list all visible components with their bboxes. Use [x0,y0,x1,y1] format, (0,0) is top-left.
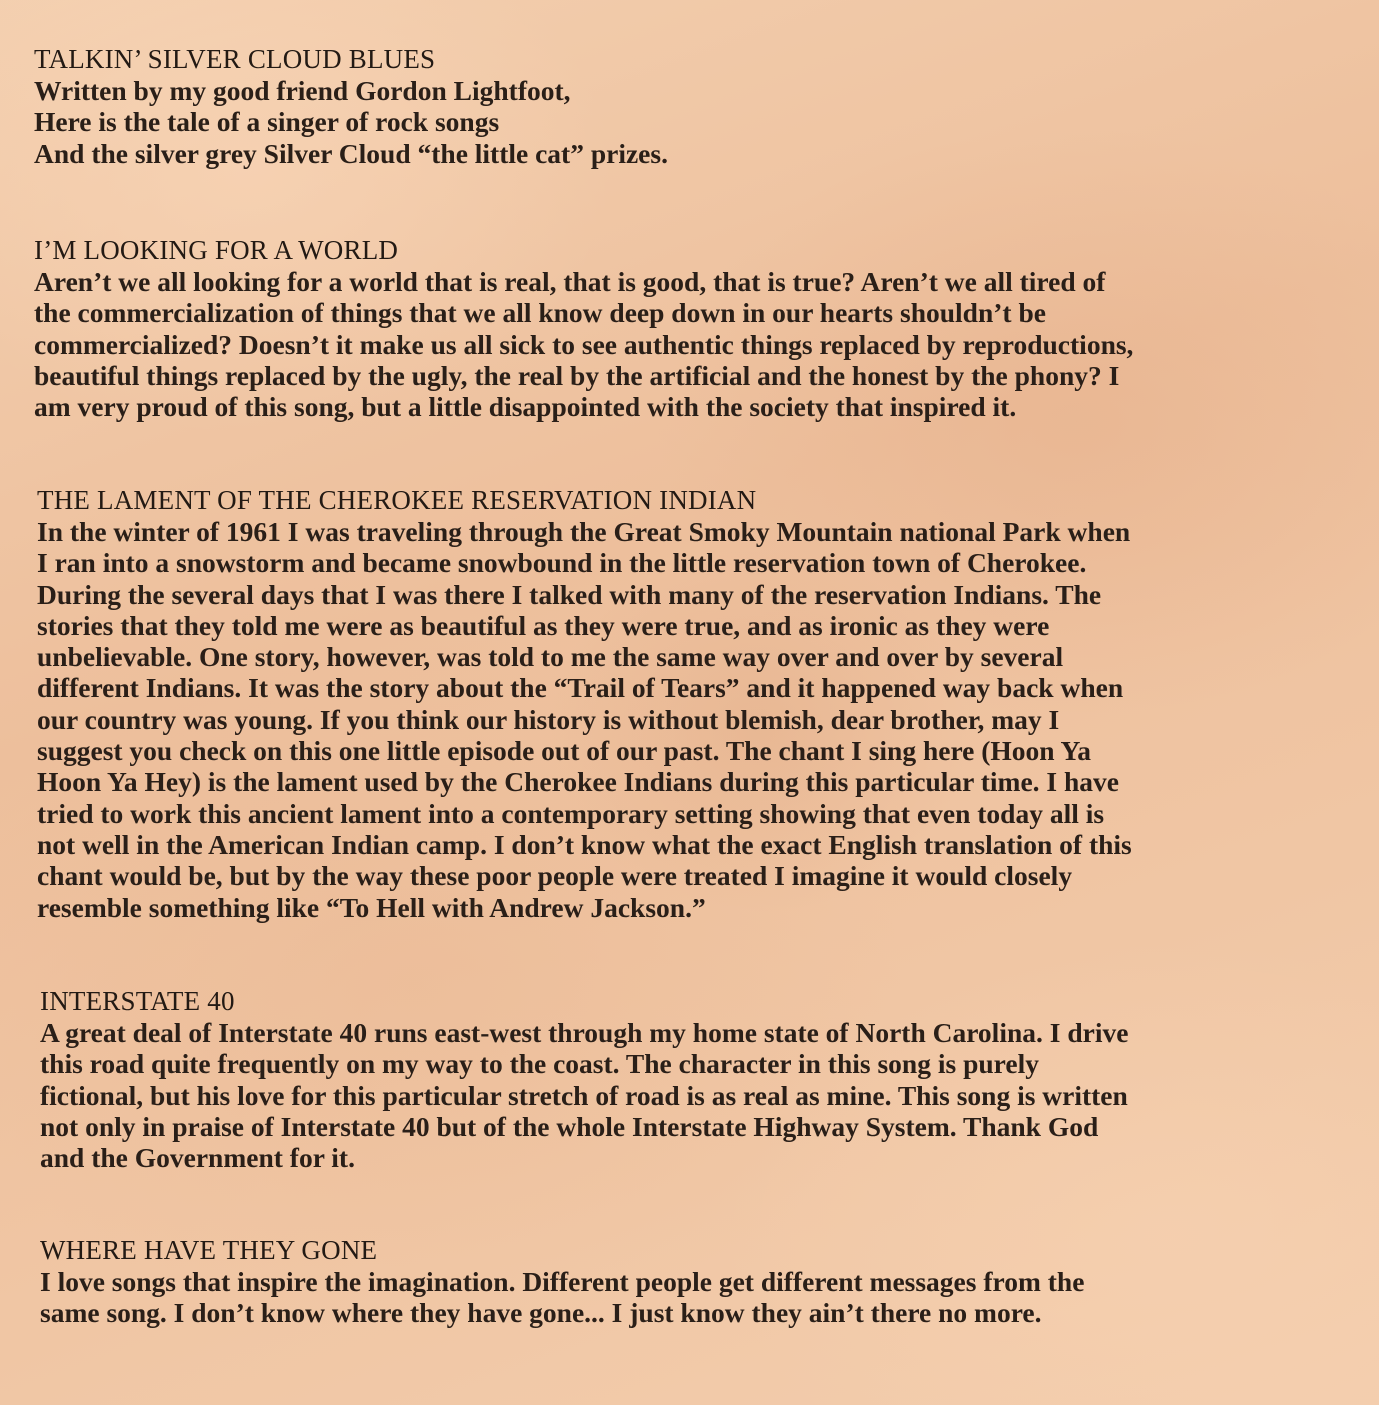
song-title: I’M LOOKING FOR A WORLD [34,235,399,265]
song-note-interstate-40 [40,986,1128,1173]
text-line: Written by my good friend Gordon Lightfoot, [34,75,571,106]
text-line: and the Government for it. [40,1142,355,1174]
text-line: commercialized? Doesn’t it make us all sick to see authentic things replaced by reproductions, [34,328,1134,360]
text-line: the commercialization of things that we all know deep down in our hearts shouldn’t be [34,297,1046,329]
text-line: this road quite frequently on my way to the coast. The character in this song is purely [40,1048,1039,1080]
text-line: I love songs that inspire the imagination. Different people get different messages from the [40,1266,1085,1297]
song-note-talkin-silver-cloud-blues [34,44,668,169]
song-title: THE LAMENT OF THE CHEROKEE RESERVATION INDIAN [37,485,757,515]
text-line: am very proud of this song, but a little disappointed with the society that inspired it. [34,391,1017,423]
text-line: unbelievable. One story, however, was told to me the same way over and over by several [37,641,1064,673]
text-line: resemble something like “To Hell with Andrew Jackson.” [37,891,706,923]
text-line: During the several days that I was there I talked with many of the reservation Indians. The [37,578,1102,610]
song-title: TALKIN’ SILVER CLOUD BLUES [34,44,436,74]
song-note-im-looking-for-a-world [34,235,1133,422]
text-line: tried to work this ancient lament into a contemporary setting showing that even today all is [37,797,1105,829]
song-title: INTERSTATE 40 [40,986,235,1016]
text-line: different Indians. It was the story about the “Trail of Tears” and it happened way back when [37,672,1124,704]
text-line: suggest you check on this one little episode out of our past. The chant I sing here (Hoon Ya [37,735,1092,767]
song-note-text [34,266,1133,422]
text-line: same song. I don’t know where they have gone... I just know they ain’t there no more. [40,1297,1042,1329]
song-note-text [40,1017,1128,1173]
text-line: not well in the American Indian camp. I don’t know what the exact English translation of this [37,828,1132,860]
text-line: chant would be, but by the way these poor people were treated I imagine it would closely [37,860,1073,892]
text-line: Aren’t we all looking for a world that is real, that is good, that is true? Aren’t we all tired of [34,266,1106,297]
text-line: fictional, but his love for this particular stretch of road is as real as mine. This song is written [40,1079,1128,1111]
text-line: I ran into a snowstorm and became snowbound in the little reservation town of Cherokee. [37,547,1087,579]
text-line: not only in praise of Interstate 40 but of the whole Interstate Highway System. Thank God [40,1110,1099,1142]
song-note-text [37,516,1132,923]
text-line: beautiful things replaced by the ugly, the real by the artificial and the honest by the phony? I [34,359,1120,391]
text-line: Hoon Ya Hey) is the lament used by the Cherokee Indians during this particular time. I have [37,766,1119,798]
song-note-lament-of-the-cherokee [37,485,1132,923]
text-line: In the winter of 1961 I was traveling through the Great Smoky Mountain national Park when [37,516,1131,547]
song-note-where-have-they-gone [40,1235,1084,1329]
text-line: Here is the tale of a singer of rock songs [34,106,500,138]
text-line: our country was young. If you think our history is without blemish, dear brother, may I [37,703,1060,735]
song-note-text [40,1266,1084,1329]
text-line: And the silver grey Silver Cloud “the little cat” prizes. [34,137,668,169]
song-title: WHERE HAVE THEY GONE [40,1235,378,1265]
text-line: A great deal of Interstate 40 runs east-west through my home state of North Carolina. I drive [40,1017,1129,1048]
text-line: stories that they told me were as beautiful as they were true, and as ironic as they were [37,609,1050,641]
song-note-text [34,75,668,169]
